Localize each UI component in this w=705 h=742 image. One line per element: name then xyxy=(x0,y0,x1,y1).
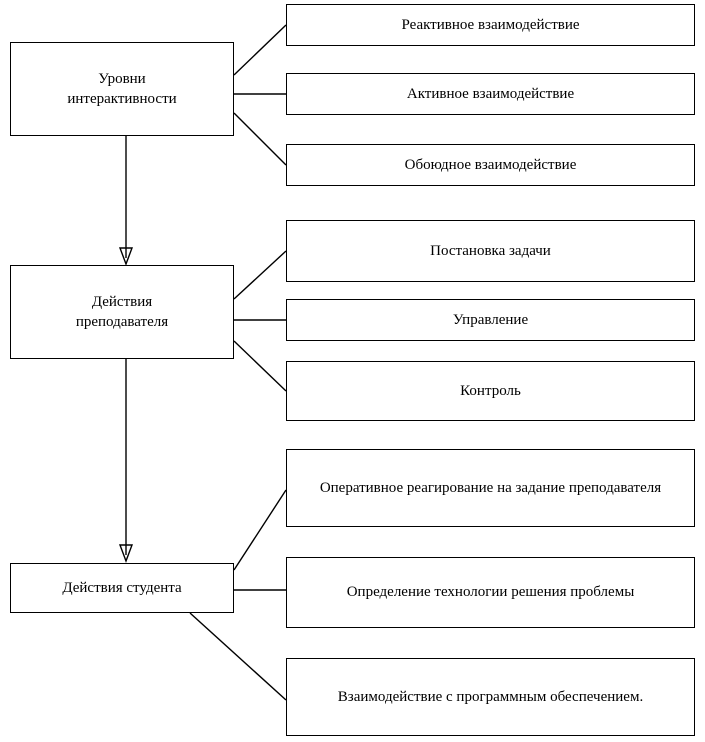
connector-levels-1 xyxy=(234,25,286,75)
node-levels-item-2 xyxy=(286,73,695,115)
node-levels xyxy=(10,42,234,136)
node-teacher-label-line1: Действия xyxy=(91,293,153,310)
arrowhead-levels-to-teacher xyxy=(120,248,132,264)
node-student-item-3 xyxy=(286,658,695,736)
node-teacher-item-1 xyxy=(286,220,695,282)
node-levels-item-1 xyxy=(286,4,695,46)
node-student-item-2-label: Определение технологии решения проблемы xyxy=(346,584,635,601)
node-teacher-item-2-label: Управление xyxy=(452,311,529,328)
node-student xyxy=(10,563,234,613)
node-teacher-item-2 xyxy=(286,299,695,341)
node-teacher-item-1-label: Постановка задачи xyxy=(430,242,551,259)
connector-levels-3 xyxy=(234,113,286,165)
node-student-item-2 xyxy=(286,557,695,628)
node-levels-label-line1: Уровни xyxy=(98,70,146,87)
arrowhead-teacher-to-student xyxy=(120,545,132,561)
node-teacher-item-3-label: Контроль xyxy=(460,382,521,399)
node-levels-item-2-label: Активное взаимодействие xyxy=(406,85,575,102)
node-teacher-label-line2: преподавателя xyxy=(75,314,169,330)
connector-teacher-3 xyxy=(234,341,286,391)
node-levels-item-3 xyxy=(286,144,695,186)
node-levels-item-1-label: Реактивное взаимодействие xyxy=(401,16,580,33)
node-levels-label-line2: интерактивности xyxy=(67,91,177,107)
node-student-item-1-label: Оперативное реагирование на задание преподавателя xyxy=(319,479,662,496)
node-student-item-1 xyxy=(286,449,695,527)
connector-student-3 xyxy=(190,613,286,700)
node-student-label: Действия студента xyxy=(62,579,182,596)
node-student-item-3-label: Взаимодействие с программным обеспечением. xyxy=(337,688,644,705)
node-levels-item-3-label: Обоюдное взаимодействие xyxy=(404,156,577,173)
connector-student-1 xyxy=(234,490,286,570)
node-levels-label xyxy=(67,69,176,110)
node-teacher-item-3 xyxy=(286,361,695,421)
node-teacher-label xyxy=(76,292,168,333)
connector-teacher-1 xyxy=(234,251,286,299)
node-teacher xyxy=(10,265,234,359)
